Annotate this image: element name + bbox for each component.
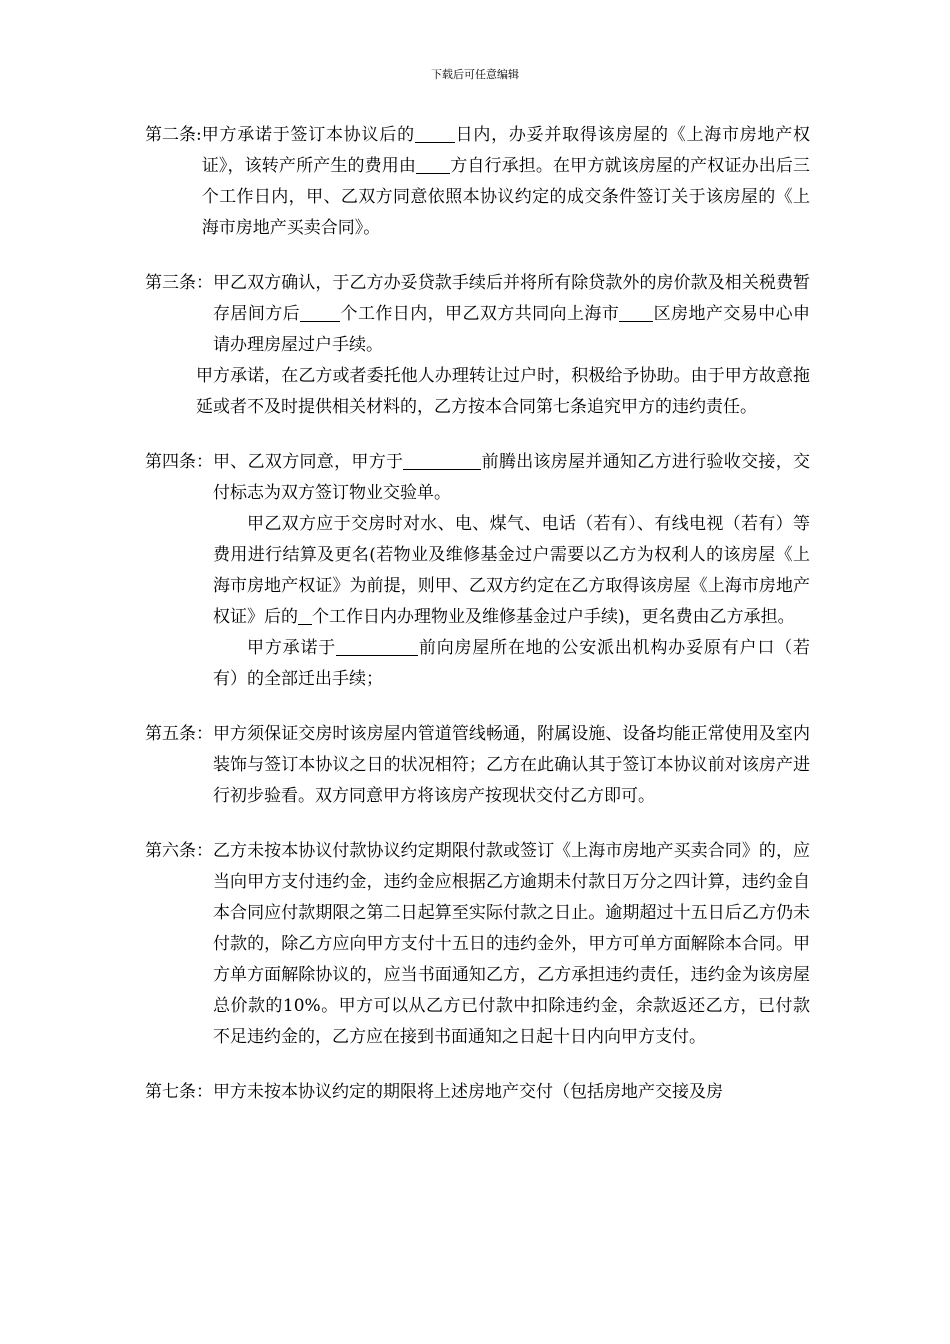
fill-in-blank-party	[416, 156, 450, 174]
article-label: 第七条：	[145, 1082, 213, 1102]
paragraph	[213, 1077, 810, 1108]
paragraph	[213, 719, 810, 812]
fill-in-blank-district	[619, 304, 653, 322]
article-body	[213, 447, 810, 695]
fill-in-blank-days	[415, 125, 455, 143]
article-5	[145, 719, 810, 812]
article-body	[213, 836, 810, 1053]
text-segment: 个工作日内，甲乙双方共同向上海市	[340, 304, 620, 324]
paragraph	[213, 447, 810, 509]
article-6	[145, 836, 810, 1053]
document-body	[145, 120, 810, 1132]
paragraph	[196, 361, 810, 423]
article-label: 第二条:	[145, 125, 202, 145]
page-header: 下载后可任意编辑	[431, 68, 519, 81]
text-segment: 甲方承诺于	[247, 638, 337, 658]
text-segment: 乙方未按本协议付款协议约定期限付款或签订《上海市房地产买卖合同》的，应当向甲方支付违约金，违约金应根据乙方逾期未付款日万分之四计算，违约金自本合同应付款期限之第二日起算至实际付款之日止。逾期超过十五日后乙方仍未付款的，除乙方应向甲方支付十五日的违约金外，甲方可单方面解除本合同。甲方单方面解除协议的，应当书面通知乙方，乙方承担违约责任，违约金为该房屋总价款的10%。甲方可以从乙方已付款中扣除违约金，余款返还乙方，已付款不足违约金的，乙方应在接到书面通知之日起十日内向甲方支付。	[213, 841, 810, 1047]
text-segment: 甲、乙双方同意，甲方于	[213, 452, 404, 472]
article-label: 第四条：	[145, 452, 213, 472]
text-segment: 甲方未按本协议约定的期限将上述房地产交付（包括房地产交接及房	[213, 1082, 723, 1102]
text-segment: 前腾出该房屋并通知乙方进行验收交接，交付标志为双方签订物业交验单。	[213, 452, 811, 503]
article-label: 第五条：	[145, 724, 213, 744]
paragraph	[213, 268, 810, 361]
paragraph	[213, 509, 810, 633]
text-segment: 方自行承担。在甲方就该房屋的产权证办出后三个工作日内，甲、乙双方同意依照本协议约定的成交条件签订关于该房屋的《上海市房地产买卖合同》。	[201, 156, 811, 238]
fill-in-blank-workdays	[300, 304, 340, 322]
text-segment: 区房地产交易中心申请办理房屋过户手续。	[213, 304, 811, 355]
fill-in-blank-date	[403, 452, 481, 470]
article-4	[145, 447, 810, 695]
article-body	[196, 268, 811, 423]
text-segment: 甲方承诺于签订本协议后的	[201, 125, 415, 145]
text-segment: 前向房屋所在地的公安派出机构办妥原有户口（若有）的全部迁出手续；	[213, 638, 811, 689]
text-segment: 甲方须保证交房时该房屋内管道管线畅通，附属设施、设备均能正常使用及室内装饰与签订本协议之日的状况相符；乙方在此确认其于签订本协议前对该房产进行初步验看。双方同意甲方将该房产按现状交付乙方即可。	[213, 724, 810, 806]
article-7	[145, 1077, 810, 1108]
text-segment: 甲方承诺，在乙方或者委托他人办理转让过户时，积极给予协助。由于甲方故意拖延或者不及时提供相关材料的，乙方按本合同第七条追究甲方的违约责任。	[196, 366, 810, 417]
fill-in-blank-workdays	[298, 607, 312, 625]
article-body	[213, 719, 810, 812]
article-label: 第六条：	[145, 841, 213, 861]
paragraph	[213, 836, 810, 1053]
text-segment: 甲乙双方确认，于乙方办妥贷款手续后并将所有除贷款外的房价款及相关税费暂存居间方后	[213, 273, 810, 324]
paragraph	[202, 120, 810, 244]
article-label: 第三条：	[145, 273, 213, 293]
text-segment: 日内，办妥并取得该房屋的《上海市房地产权证》，该转产所产生的费用由	[201, 125, 811, 176]
text-segment: 甲乙双方应于交房时对水、电、煤气、电话（若有）、有线电视（若有）等费用进行结算及更名(若物业及维修基金过户需要以乙方为权利人的该房屋《上海市房地产权证》为前提，则甲、乙双方约定在乙方取得该房屋《上海市房地产权证》后的	[213, 514, 810, 627]
article-3	[145, 268, 810, 423]
fill-in-blank-date	[336, 638, 418, 656]
article-body	[213, 1077, 810, 1108]
article-body	[202, 120, 810, 244]
article-2	[145, 120, 810, 244]
paragraph	[213, 633, 810, 695]
text-segment: 个工作日内办理物业及维修基金过户手续)，更名费由乙方承担。	[312, 607, 795, 627]
